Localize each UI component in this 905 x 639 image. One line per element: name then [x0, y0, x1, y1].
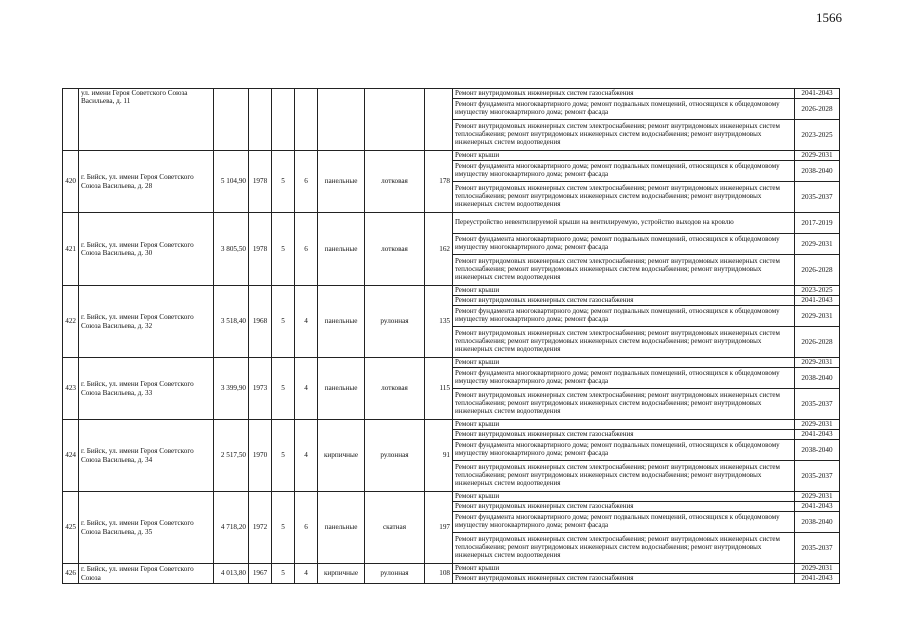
table-row — [63, 213, 840, 234]
work-name: Ремонт крыши — [453, 151, 795, 161]
house-roof — [365, 89, 425, 151]
work-name: Ремонт внутридомовых инженерных систем электроснабжения; ремонт внутридомовых инженерных систем теплоснабжения; ремонт внутридомовых инженерных систем водоснабжения; ремонт внутридомовых инженерных систем водоотведения — [453, 120, 795, 151]
house-entrances: 4 — [295, 358, 318, 420]
house-number: 424 — [63, 420, 79, 492]
table-row — [63, 492, 840, 502]
house-number — [63, 89, 79, 151]
work-name: Ремонт крыши — [453, 564, 795, 574]
house-entrances: 4 — [295, 286, 318, 358]
house-area: 4 013,80 — [214, 564, 249, 584]
work-name: Ремонт внутридомовых инженерных систем электроснабжения; ремонт внутридомовых инженерных систем теплоснабжения; ремонт внутридомовых инженерных систем водоснабжения; ремонт внутридомовых инженерных систем водоотведения — [453, 461, 795, 492]
work-name: Ремонт внутридомовых инженерных систем газоснабжения — [453, 296, 795, 306]
table-row — [63, 564, 840, 574]
house-walls — [318, 89, 365, 151]
work-name: Ремонт фундамента многоквартирного дома; ремонт подвальных помещений, относящихся к общедомовому имуществу многоквартирного дома; ремонт фасада — [453, 512, 795, 533]
house-walls: панельные — [318, 151, 365, 213]
work-period: 2041-2043 — [795, 296, 840, 306]
work-name: Ремонт фундамента многоквартирного дома; ремонт подвальных помещений, относящихся к общедомовому имуществу многоквартирного дома; ремонт фасада — [453, 234, 795, 255]
house-entrances: 4 — [295, 564, 318, 584]
house-walls: кирпичные — [318, 420, 365, 492]
house-roof: лотковая — [365, 213, 425, 286]
house-year: 1972 — [249, 492, 272, 564]
work-period: 2029-2031 — [795, 151, 840, 161]
work-name: Ремонт фундамента многоквартирного дома; ремонт подвальных помещений, относящихся к общедомовому имуществу многоквартирного дома; ремонт фасада — [453, 440, 795, 461]
work-period: 2035-2037 — [795, 461, 840, 492]
work-name: Ремонт фундамента многоквартирного дома; ремонт подвальных помещений, относящихся к общедомовому имуществу многоквартирного дома; ремонт фасада — [453, 306, 795, 327]
work-name: Ремонт внутридомовых инженерных систем электроснабжения; ремонт внутридомовых инженерных систем теплоснабжения; ремонт внутридомовых инженерных систем водоснабжения; ремонт внутридомовых инженерных систем водоотведения — [453, 182, 795, 213]
work-period: 2029-2031 — [795, 358, 840, 368]
house-address: г. Бийск, ул. имени Героя Советского Союза Васильева, д. 33 — [79, 358, 214, 420]
work-period: 2041-2043 — [795, 89, 840, 99]
work-period: 2035-2037 — [795, 182, 840, 213]
house-apartments: 91 — [425, 420, 453, 492]
house-area: 3 518,40 — [214, 286, 249, 358]
work-period: 2035-2037 — [795, 533, 840, 564]
page-number: 1566 — [816, 10, 842, 25]
house-area: 5 104,90 — [214, 151, 249, 213]
table-row — [63, 286, 840, 296]
house-walls: панельные — [318, 492, 365, 564]
house-roof: рулонная — [365, 286, 425, 358]
house-number: 421 — [63, 213, 79, 286]
house-floors: 5 — [272, 492, 295, 564]
house-apartments: 162 — [425, 213, 453, 286]
house-entrances — [295, 89, 318, 151]
house-apartments: 197 — [425, 492, 453, 564]
house-year: 1968 — [249, 286, 272, 358]
house-year: 1967 — [249, 564, 272, 584]
house-entrances: 6 — [295, 213, 318, 286]
house-number: 422 — [63, 286, 79, 358]
work-period: 2038-2040 — [795, 440, 840, 461]
work-period: 2029-2031 — [795, 492, 840, 502]
work-name: Ремонт фундамента многоквартирного дома; ремонт подвальных помещений, относящихся к общедомовому имуществу многоквартирного дома; ремонт фасада — [453, 368, 795, 389]
house-roof: рулонная — [365, 420, 425, 492]
house-address: г. Бийск, ул. имени Героя Советского Союза Васильева, д. 30 — [79, 213, 214, 286]
house-year — [249, 89, 272, 151]
house-floors: 5 — [272, 151, 295, 213]
work-name: Ремонт внутридомовых инженерных систем электроснабжения; ремонт внутридомовых инженерных систем теплоснабжения; ремонт внутридомовых инженерных систем водоснабжения; ремонт внутридомовых инженерных систем водоотведения — [453, 533, 795, 564]
work-name: Ремонт крыши — [453, 492, 795, 502]
house-area — [214, 89, 249, 151]
work-period: 2038-2040 — [795, 512, 840, 533]
house-roof: рулонная — [365, 564, 425, 584]
work-name: Ремонт внутридомовых инженерных систем газоснабжения — [453, 430, 795, 440]
house-apartments: 115 — [425, 358, 453, 420]
house-floors: 5 — [272, 358, 295, 420]
house-number: 423 — [63, 358, 79, 420]
house-roof: лотковая — [365, 358, 425, 420]
house-floors: 5 — [272, 420, 295, 492]
work-name: Ремонт внутридомовых инженерных систем электроснабжения; ремонт внутридомовых инженерных систем теплоснабжения; ремонт внутридомовых инженерных систем водоснабжения; ремонт внутридомовых инженерных систем водоотведения — [453, 255, 795, 286]
house-entrances: 4 — [295, 420, 318, 492]
house-apartments: 178 — [425, 151, 453, 213]
house-roof: скатная — [365, 492, 425, 564]
house-address: ул. имени Героя Советского Союза Васильева, д. 11 — [79, 89, 214, 151]
house-number: 420 — [63, 151, 79, 213]
work-period: 2041-2043 — [795, 430, 840, 440]
house-floors — [272, 89, 295, 151]
work-period: 2026-2028 — [795, 327, 840, 358]
work-period: 2029-2031 — [795, 420, 840, 430]
house-area: 2 517,50 — [214, 420, 249, 492]
work-period: 2029-2031 — [795, 306, 840, 327]
house-floors: 5 — [272, 564, 295, 584]
work-period: 2029-2031 — [795, 234, 840, 255]
table-row — [63, 89, 840, 99]
house-area: 3 399,90 — [214, 358, 249, 420]
work-name: Ремонт внутридомовых инженерных систем электроснабжения; ремонт внутридомовых инженерных систем теплоснабжения; ремонт внутридомовых инженерных систем водоснабжения; ремонт внутридомовых инженерных систем водоотведения — [453, 327, 795, 358]
house-apartments: 108 — [425, 564, 453, 584]
work-period: 2038-2040 — [795, 161, 840, 182]
house-apartments — [425, 89, 453, 151]
work-name: Ремонт внутридомовых инженерных систем электроснабжения; ремонт внутридомовых инженерных систем теплоснабжения; ремонт внутридомовых инженерных систем водоснабжения; ремонт внутридомовых инженерных систем водоотведения — [453, 389, 795, 420]
table-row — [63, 420, 840, 430]
house-year: 1978 — [249, 213, 272, 286]
house-roof: лотковая — [365, 151, 425, 213]
capital-repair-table — [62, 88, 840, 584]
work-period: 2023-2025 — [795, 286, 840, 296]
house-number: 426 — [63, 564, 79, 584]
work-name: Ремонт внутридомовых инженерных систем газоснабжения — [453, 502, 795, 512]
house-floors: 5 — [272, 213, 295, 286]
work-period: 2017-2019 — [795, 213, 840, 234]
house-address: г. Бийск, ул. имени Героя Советского Союза — [79, 564, 214, 584]
house-walls: панельные — [318, 358, 365, 420]
house-address: г. Бийск, ул. имени Героя Советского Союза Васильева, д. 34 — [79, 420, 214, 492]
house-area: 4 718,20 — [214, 492, 249, 564]
table-row — [63, 358, 840, 368]
house-apartments: 135 — [425, 286, 453, 358]
house-entrances: 6 — [295, 151, 318, 213]
work-name: Ремонт крыши — [453, 286, 795, 296]
house-address: г. Бийск, ул. имени Героя Советского Союза Васильева, д. 28 — [79, 151, 214, 213]
work-period: 2041-2043 — [795, 574, 840, 584]
house-entrances: 6 — [295, 492, 318, 564]
work-name: Ремонт фундамента многоквартирного дома; ремонт подвальных помещений, относящихся к общедомовому имуществу многоквартирного дома; ремонт фасада — [453, 99, 795, 120]
work-name: Ремонт крыши — [453, 420, 795, 430]
house-year: 1973 — [249, 358, 272, 420]
house-walls: кирпичные — [318, 564, 365, 584]
work-period: 2035-2037 — [795, 389, 840, 420]
house-address: г. Бийск, ул. имени Героя Советского Союза Васильева, д. 35 — [79, 492, 214, 564]
house-floors: 5 — [272, 286, 295, 358]
house-address: г. Бийск, ул. имени Героя Советского Союза Васильева, д. 32 — [79, 286, 214, 358]
work-period: 2023-2025 — [795, 120, 840, 151]
work-name: Ремонт внутридомовых инженерных систем газоснабжения — [453, 574, 795, 584]
work-period: 2029-2031 — [795, 564, 840, 574]
work-period: 2041-2043 — [795, 502, 840, 512]
house-walls: панельные — [318, 213, 365, 286]
work-name: Ремонт фундамента многоквартирного дома; ремонт подвальных помещений, относящихся к общедомовому имуществу многоквартирного дома; ремонт фасада — [453, 161, 795, 182]
house-year: 1970 — [249, 420, 272, 492]
work-name: Ремонт внутридомовых инженерных систем газоснабжения — [453, 89, 795, 99]
house-year: 1978 — [249, 151, 272, 213]
work-period: 2038-2040 — [795, 368, 840, 389]
house-area: 3 805,50 — [214, 213, 249, 286]
house-number: 425 — [63, 492, 79, 564]
work-period: 2026-2028 — [795, 99, 840, 120]
work-name: Переустройство невентилируемой крыши на вентилируемую, устройство выходов на кровлю — [453, 213, 795, 234]
house-walls: панельные — [318, 286, 365, 358]
work-name: Ремонт крыши — [453, 358, 795, 368]
table-row — [63, 151, 840, 161]
work-period: 2026-2028 — [795, 255, 840, 286]
